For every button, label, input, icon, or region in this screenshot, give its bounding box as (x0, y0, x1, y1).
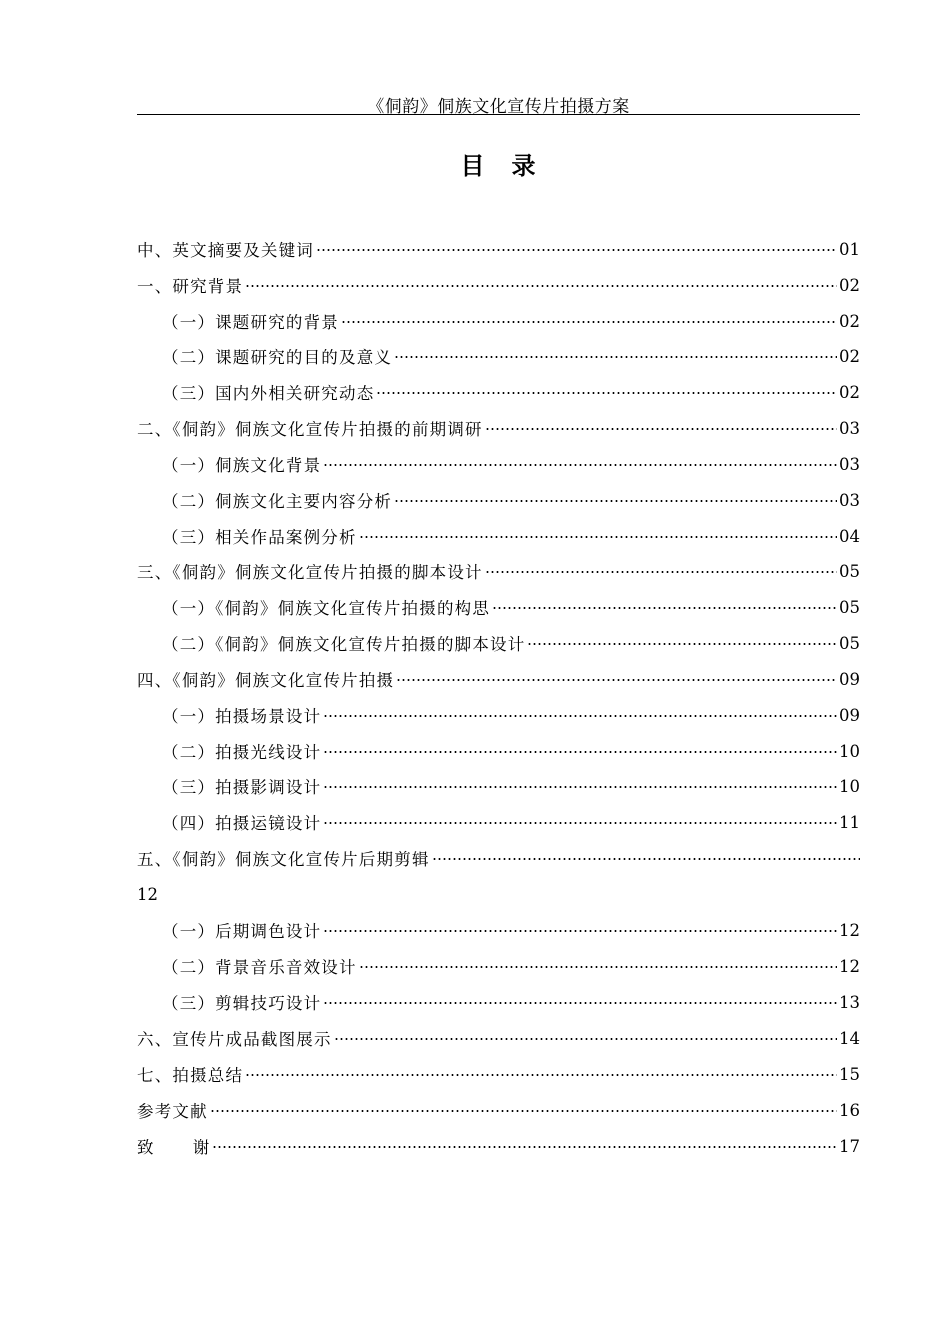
toc-entry-page: 02 (839, 311, 860, 331)
toc-entry[interactable] (162, 378, 860, 406)
toc-entry-page: 03 (839, 418, 860, 438)
dot-leader (323, 822, 837, 824)
toc-entry-label: （二）背景音乐音效设计 (162, 958, 357, 977)
toc-entry-label: （一）拍摄场景设计 (162, 707, 322, 726)
toc-entry-label: 六、宣传片成品截图展示 (137, 1030, 332, 1049)
toc-entry[interactable] (162, 737, 860, 765)
toc-heading-left: 目 (460, 152, 486, 180)
toc-entry[interactable] (137, 557, 860, 585)
toc-entry-page: 10 (839, 741, 860, 761)
toc-entry[interactable] (162, 486, 860, 514)
toc-entry[interactable] (137, 1132, 860, 1160)
toc-entry[interactable] (162, 450, 860, 478)
dot-leader (341, 321, 837, 323)
toc-entry-page: 10 (839, 776, 860, 796)
toc-entry[interactable] (162, 522, 860, 550)
toc-entry-page: 12 (839, 956, 860, 976)
toc-entry-label: 二、《侗韵》侗族文化宣传片拍摄的前期调研 (137, 420, 483, 439)
toc-entry-label: 五、《侗韵》侗族文化宣传片后期剪辑 (137, 850, 430, 869)
toc-entry-page: 04 (839, 526, 860, 546)
toc-entry[interactable] (137, 844, 860, 872)
toc-entry-label-left: 致 (137, 1138, 155, 1157)
toc-entry-label: （一）侗族文化背景 (162, 456, 322, 475)
dot-leader (323, 930, 837, 932)
toc-entry[interactable] (137, 1024, 860, 1052)
toc-entry-page: 15 (839, 1064, 860, 1084)
dot-leader (323, 464, 837, 466)
dot-leader (245, 1074, 837, 1076)
toc-entry-page: 03 (839, 454, 860, 474)
running-header: 《侗韵》侗族文化宣传片拍摄方案 (367, 97, 630, 117)
toc-entry-label-right: 谢 (192, 1138, 211, 1157)
toc-entry[interactable] (162, 952, 860, 980)
dot-leader (359, 536, 837, 538)
toc-entry-label: 三、《侗韵》侗族文化宣传片拍摄的脚本设计 (137, 563, 483, 582)
dot-leader (323, 1002, 837, 1004)
toc-entry-page: 02 (839, 275, 860, 295)
dot-leader (432, 858, 860, 860)
dot-leader (323, 751, 837, 753)
toc-entry-page: 09 (839, 669, 860, 689)
toc-entry[interactable] (162, 307, 860, 335)
toc-entry-label (137, 1134, 210, 1158)
toc-entry[interactable] (162, 916, 860, 944)
toc-entry-label: （一）《侗韵》侗族文化宣传片拍摄的构思 (162, 599, 491, 618)
dot-leader (394, 356, 837, 358)
toc-entry-page: 05 (839, 633, 860, 653)
toc-entry[interactable] (137, 1060, 860, 1088)
dot-leader (359, 966, 837, 968)
toc-entry-label: （二）《侗韵》侗族文化宣传片拍摄的脚本设计 (162, 635, 526, 654)
dot-leader (316, 249, 837, 251)
toc-entry-page: 05 (839, 561, 860, 581)
toc-entry-label: （三）剪辑技巧设计 (162, 994, 322, 1013)
toc-entry-label: （一）课题研究的背景 (162, 313, 339, 332)
dot-leader (245, 285, 837, 287)
dot-leader (492, 607, 837, 609)
toc-entry-label: （二）课题研究的目的及意义 (162, 348, 393, 367)
toc-entry[interactable] (137, 271, 860, 299)
toc-entry[interactable] (162, 772, 860, 800)
dot-leader (396, 679, 837, 681)
toc-entry-page: 01 (839, 239, 860, 259)
toc-entry[interactable] (137, 414, 860, 442)
toc-entry-page: 17 (839, 1136, 860, 1156)
toc-entry-label: 参考文献 (137, 1102, 208, 1121)
toc-entry-label: 一、研究背景 (137, 277, 244, 296)
toc-entry-label: （三）拍摄影调设计 (162, 778, 322, 797)
toc-entry[interactable] (162, 593, 860, 621)
dot-leader (394, 500, 837, 502)
toc-entry[interactable] (162, 988, 860, 1016)
dot-leader (485, 428, 837, 430)
dot-leader (334, 1038, 837, 1040)
toc-heading-right: 录 (511, 152, 537, 180)
toc-entry-page: 12 (839, 920, 860, 940)
toc-entry[interactable] (137, 665, 860, 693)
dot-leader (212, 1146, 837, 1148)
toc-entry[interactable] (162, 701, 860, 729)
toc-entry-label: 四、《侗韵》侗族文化宣传片拍摄 (137, 671, 395, 690)
toc-entry-label: （一）后期调色设计 (162, 922, 322, 941)
dot-leader (323, 786, 837, 788)
toc-entry-page: 11 (839, 812, 860, 832)
toc-entry-page: 03 (839, 490, 860, 510)
toc-entry-page: 14 (839, 1028, 860, 1048)
toc-entry[interactable] (137, 1096, 860, 1124)
dot-leader (323, 715, 837, 717)
toc-entry-page: 05 (839, 597, 860, 617)
toc-entry-page: 13 (839, 992, 860, 1012)
dot-leader (485, 571, 837, 573)
toc-entry[interactable] (137, 235, 860, 263)
toc-entry-page: 02 (839, 346, 860, 366)
toc-entry-label: 中、英文摘要及关键词 (137, 241, 314, 260)
toc-entry-label: 七、拍摄总结 (137, 1066, 244, 1085)
toc-entry-page: 16 (839, 1100, 860, 1120)
toc-entry-label: （二）拍摄光线设计 (162, 743, 322, 762)
toc-entry-label: （三）国内外相关研究动态 (162, 384, 375, 403)
toc-entry-label: （三）相关作品案例分析 (162, 528, 357, 547)
toc-heading (0, 146, 950, 181)
toc-entry[interactable] (162, 808, 860, 836)
dot-leader (527, 643, 837, 645)
toc-entry[interactable] (162, 342, 860, 370)
toc-entry[interactable] (162, 629, 860, 657)
dot-leader (376, 392, 837, 394)
header-rule (137, 114, 860, 115)
dot-leader (210, 1110, 837, 1112)
toc-entry-page: 09 (839, 705, 860, 725)
toc-entry-page: 02 (839, 382, 860, 402)
toc-entry-page: 12 (137, 884, 158, 904)
toc-entry-label: （二）侗族文化主要内容分析 (162, 492, 393, 511)
toc-entry-label: （四）拍摄运镜设计 (162, 814, 322, 833)
